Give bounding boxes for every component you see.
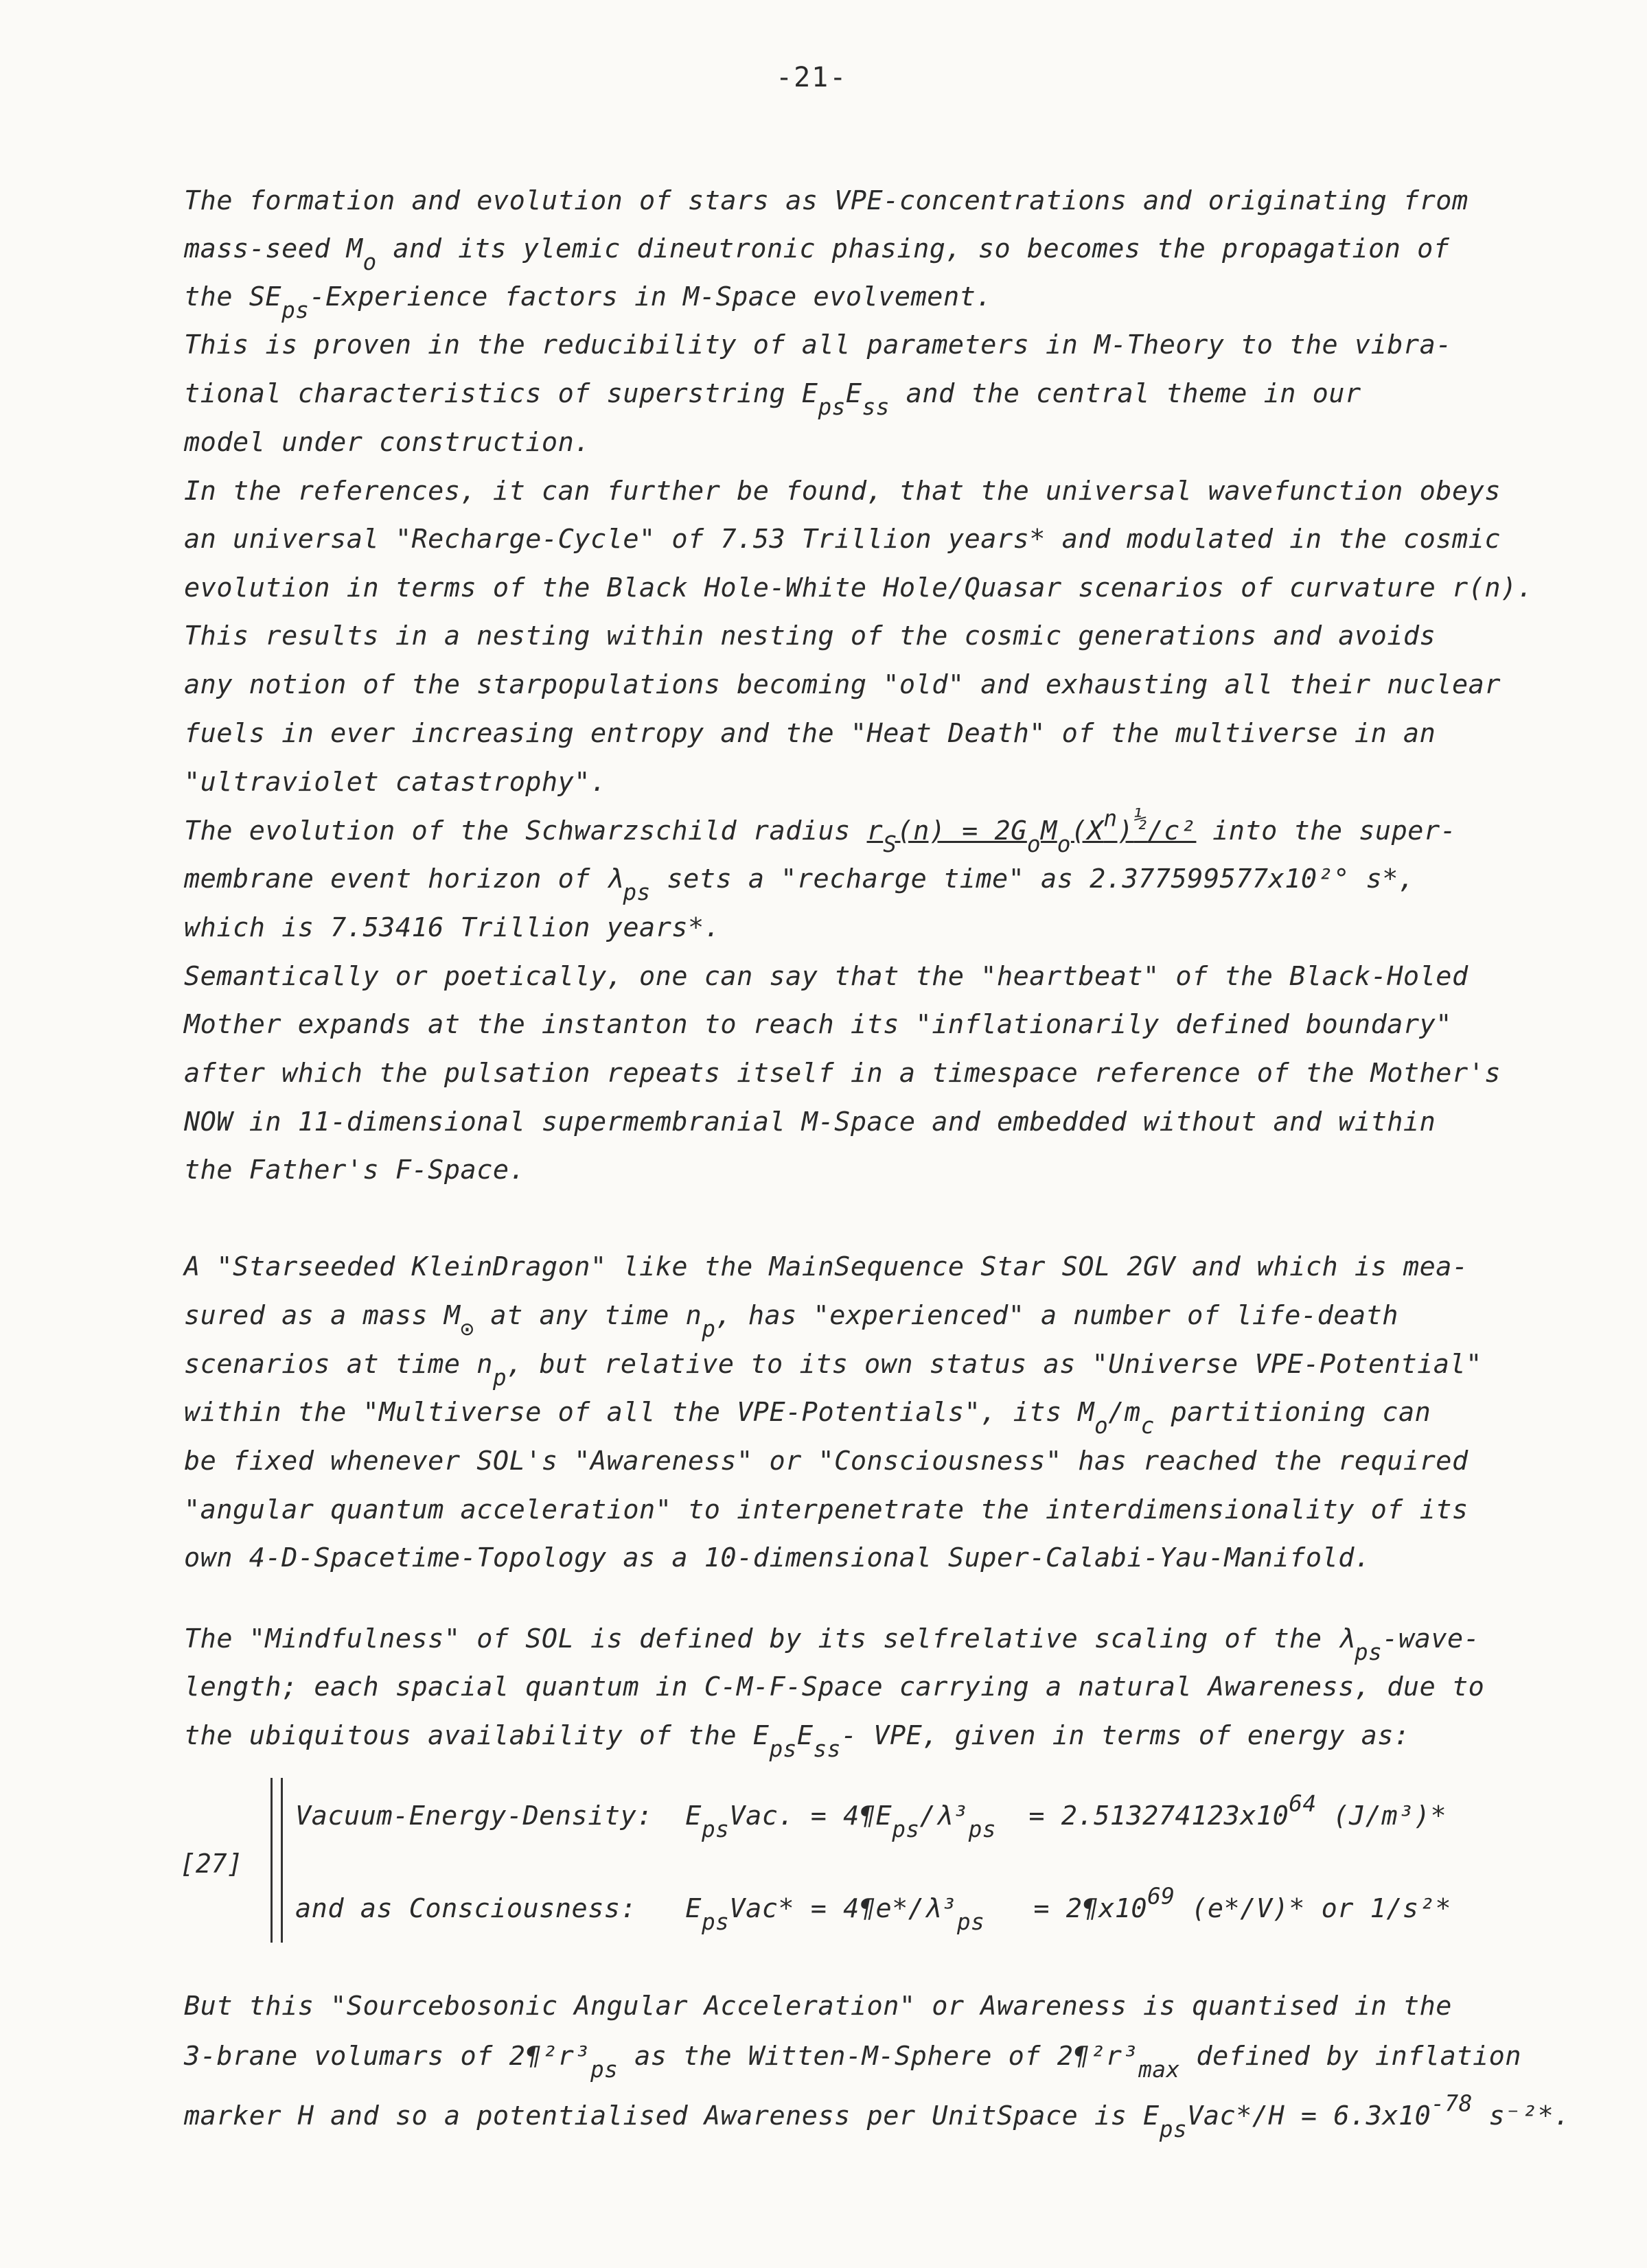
text-line: Semantically or poetically, one can say that the "heartbeat" of the Black-Holed (184, 961, 1469, 992)
text-line: This results in a nesting within nesting of the cosmic generations and avoids (184, 621, 1436, 651)
text-line: "angular quantum acceleration" to interpenetrate the interdimensionality of its (184, 1494, 1469, 1525)
equation-line: and as Consciousness: $E_{ps}Vac*$ = $4\P e*/\lambda^3_{ps}$ = $2\P x10^{69}$ (e*/V)* or 1/s²* (295, 1883, 1452, 1935)
text-line: the ubiquitous availability of the $E_{ps}E_{ss}-$ VPE, given in terms of energy as: (184, 1720, 1410, 1762)
text-line: In the references, it can further be found, that the universal wavefunction obeys (184, 476, 1501, 507)
text-line: This is proven in the reducibility of all parameters in M-Theory to the vibra- (184, 329, 1452, 360)
text-line: But this "Sourcebosonic Angular Acceleration" or Awareness is quantised in the (184, 1991, 1452, 2022)
text-line: length; each spacial quantum in C-M-F-Space carrying a natural Awareness, due to (184, 1671, 1485, 1702)
text-line: evolution in terms of the Black Hole-White Hole/Quasar scenarios of curvature r(n). (184, 572, 1534, 603)
text-line: The "Mindfulness" of SOL is defined by its selfrelative scaling of the $\lambda_{ps}-wave-$ (184, 1623, 1480, 1665)
page-number: -21- (776, 62, 848, 93)
text-line: an universal "Recharge-Cycle" of 7.53 Trillion years* and modulated in the cosmic (184, 524, 1501, 555)
text-line: tional characteristics of superstring $E_{ps}E_{ss}$ and the central theme in our (184, 378, 1361, 420)
equation-bracket (270, 1778, 283, 1943)
text-line: The evolution of the Schwarzschild radius $r_S(n) = 2G_oM_o(X^n)^{\frac{1}{2}}/c^2$ into the super- (184, 805, 1457, 857)
text-line: which is 7.53416 Trillion years*. (184, 912, 721, 943)
text-line: own 4-D-Spacetime-Topology as a 10-dimensional Super-Calabi-Yau-Manifold. (184, 1542, 1371, 1573)
text-line: membrane event horizon of $\lambda_{ps}$ sets a "recharge time" as 2.377599577x10²° s*, (184, 864, 1415, 905)
text-line: mass-seed $M_o$ and its ylemic dineutronic phasing, so becomes the propagation of (184, 233, 1450, 275)
text-line: NOW in 11-dimensional supermembranial M-Space and embedded without and within (184, 1107, 1436, 1137)
text-line: A "Starseeded KleinDragon" like the MainSequence Star SOL 2GV and which is mea- (184, 1251, 1469, 1282)
text-line: The formation and evolution of stars as VPE-concentrations and originating from (184, 185, 1469, 216)
text-line: be fixed whenever SOL's "Awareness" or "Consciousness" has reached the required (184, 1446, 1469, 1477)
text-line: the $SE_{ps}$-Experience factors in M-Space evolvement. (184, 281, 993, 323)
text-line: fuels in ever increasing entropy and the "Heat Death" of the multiverse in an (184, 718, 1436, 749)
text-line: the Father's F-Space. (184, 1155, 526, 1185)
text-line: within the "Multiverse of all the VPE-Potentials", its $M_o/m_c$ partitioning can (184, 1397, 1431, 1439)
equation-line: Vacuum-Energy-Density: $E_{ps}Vac$. = $4\P E_{ps}/\lambda^3_{ps} = 2.513274123x10^{64}$ (J/m³)* (295, 1790, 1447, 1842)
text-line: 3-brane volumars of $2\P^2r^3_{ps}$ as the Witten-M-Sphere of $2\P^2r^3_{max}$ defined by inflation (184, 2041, 1521, 2083)
text-line: model under construction. (184, 427, 590, 458)
text-line: any notion of the starpopulations becoming "old" and exhausting all their nuclear (184, 669, 1501, 700)
equation-number: [27] (180, 1849, 243, 1879)
text-line: scenarios at time $n_p$, but relative to its own status as "Universe VPE-Potential" (184, 1349, 1482, 1391)
text-line: "ultraviolet catastrophy". (184, 767, 607, 798)
text-line: sured as a mass $M_⊙$ at any time $n_p$, has "experienced" a number of life-death (184, 1300, 1398, 1342)
text-line: marker H and so a potentialised Awareness per UnitSpace is $E_{ps}Vac*/H = 6.3x10^{-78}$ s⁻²*. (184, 2090, 1571, 2142)
text-line: Mother expands at the instanton to reach its "inflationarily defined boundary" (184, 1009, 1452, 1040)
text-line: after which the pulsation repeats itself in a timespace reference of the Mother's (184, 1058, 1501, 1089)
